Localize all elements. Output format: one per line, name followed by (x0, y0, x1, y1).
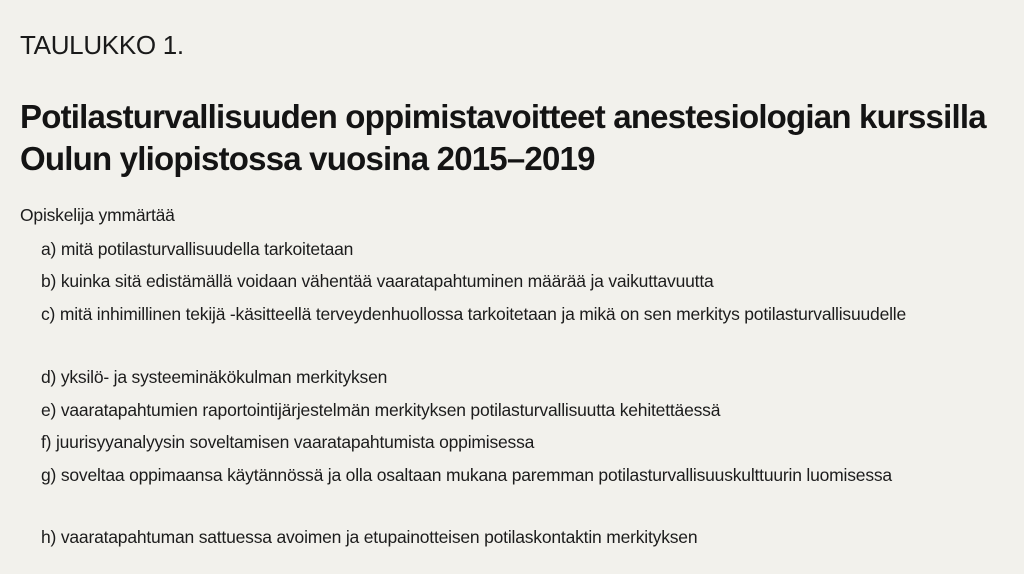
intro-text: Opiskelija ymmärtää (20, 205, 175, 225)
objective-item-d: d) yksilö- ja systeeminäkökulman merkityksen (41, 367, 388, 387)
objective-item-e: e) vaaratapahtumien raportointijärjestelmän merkityksen potilasturvallisuutta kehitettäessä (41, 400, 721, 420)
objective-item-a: a) mitä potilasturvallisuudella tarkoitetaan (41, 239, 354, 259)
objective-item-f: f) juurisyyanalyysin soveltamisen vaaratapahtumista oppimisessa (41, 432, 535, 452)
table-label: TAULUKKO 1. (20, 30, 184, 60)
objective-item-b: b) kuinka sitä edistämällä voidaan vähentää vaaratapahtuminen määrää ja vaikuttavuutta (41, 271, 714, 291)
objective-item-g: g) soveltaa oppimaansa käytännössä ja olla osaltaan mukana paremman potilasturvallisuuskulttuurin luomisessa (41, 465, 892, 485)
objective-item-h: h) vaaratapahtuman sattuessa avoimen ja etupainotteisen potilaskontaktin merkityksen (41, 527, 698, 547)
document-title: Potilasturvallisuuden oppimistavoitteet anestesiologian kurssilla Oulun yliopistossa vuosina 2015–2019 (20, 98, 986, 177)
objective-item-c: c) mitä inhimillinen tekijä -käsitteellä terveydenhuollossa tarkoitetaan ja mikä on sen merkitys potilasturvallisuudelle (41, 304, 907, 324)
